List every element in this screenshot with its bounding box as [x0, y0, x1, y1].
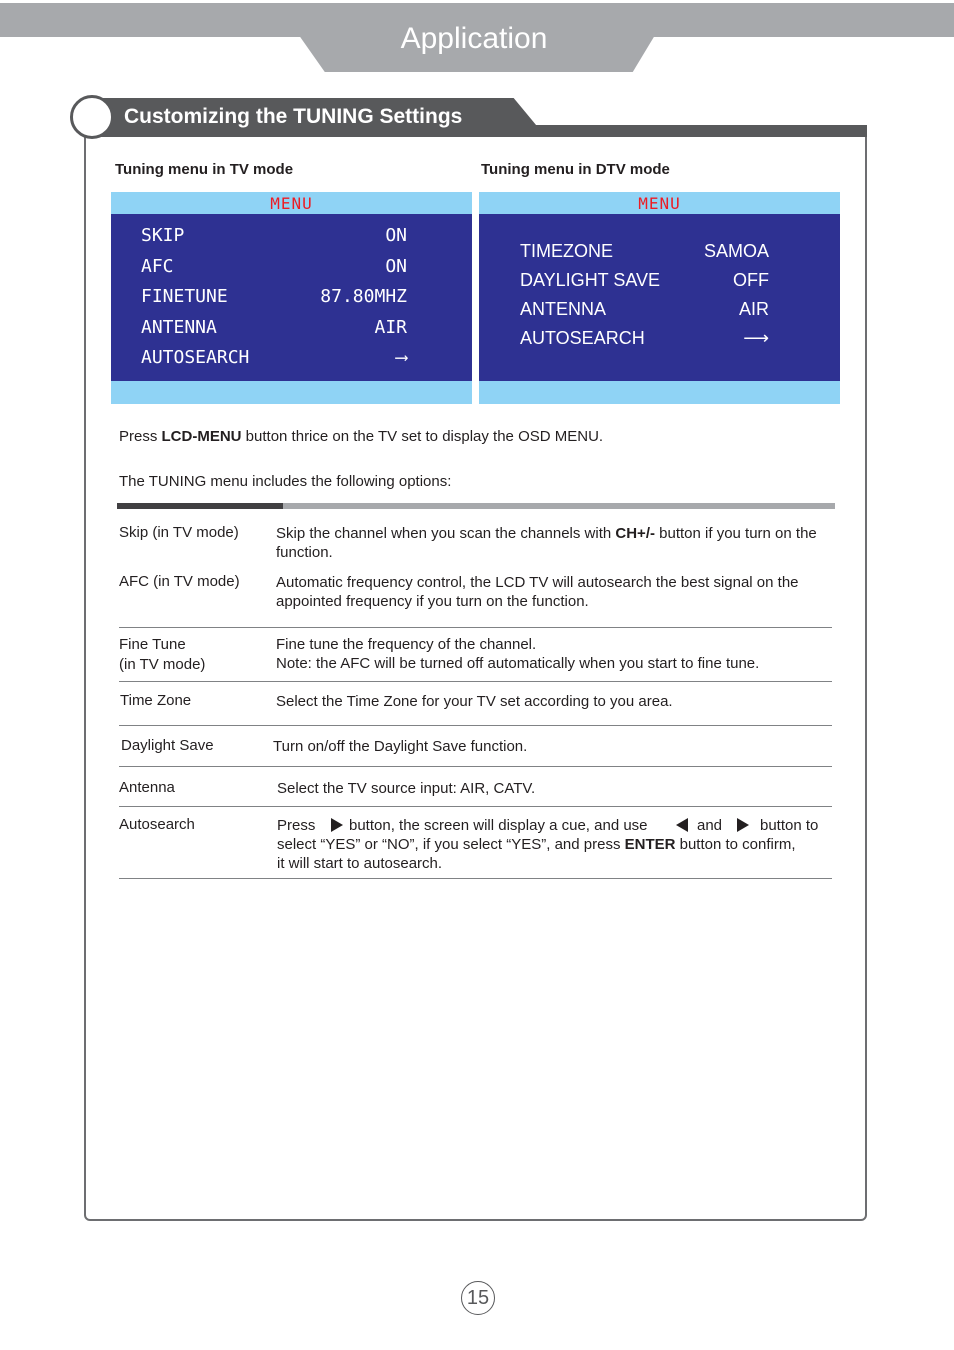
osd-value: OFF: [733, 270, 769, 290]
osd-label: ANTENNA: [141, 317, 217, 338]
osd-label: AUTOSEARCH: [520, 328, 645, 348]
option-term-afc: AFC (in TV mode): [119, 573, 240, 590]
option-desc-antenna: Select the TV source input: AIR, CATV.: [277, 780, 536, 797]
osd-label: AUTOSEARCH: [141, 347, 250, 368]
desc-line: Note: the AFC will be turned off automatically when you start to fine tune.: [276, 655, 760, 672]
options-intro: The TUNING menu includes the following options:: [119, 473, 452, 490]
osd-label: ANTENNA: [520, 299, 607, 319]
option-desc-skip: [276, 524, 834, 562]
right-arrow-icon: [737, 818, 749, 832]
option-desc-finetune: [276, 635, 836, 673]
option-desc-autosearch: [277, 816, 833, 873]
table-divider: [119, 627, 832, 628]
table-divider: [119, 681, 832, 682]
desc-line: Fine tune the frequency of the channel.: [276, 636, 537, 653]
desc-prefix: Skip the channel when you scan the channels with: [276, 525, 616, 542]
desc-word: Press: [277, 817, 316, 834]
ch-key: CH+/-: [615, 525, 655, 542]
osd-menu-body: [479, 214, 840, 381]
table-divider: [119, 766, 832, 767]
table-top-bar-light: [283, 503, 835, 509]
desc-line: it will start to autosearch.: [277, 855, 443, 872]
option-term-skip: Skip (in TV mode): [119, 524, 239, 541]
desc-line: [277, 816, 833, 835]
osd-value: 87.80MHZ: [320, 286, 407, 307]
osd-label: TIMEZONE: [520, 241, 613, 261]
option-desc-afc: Automatic frequency control, the LCD TV will autosearch the best signal on the appointed frequency if you turn on the function.: [276, 574, 799, 610]
osd-label: SKIP: [141, 225, 185, 246]
enter-key: ENTER: [624, 836, 676, 853]
osd-label: AFC: [141, 256, 174, 277]
term-line: (in TV mode): [119, 656, 206, 673]
tv-menu-caption: Tuning menu in TV mode: [115, 161, 294, 178]
osd-menu-body: [111, 214, 472, 381]
option-term-antenna: Antenna: [119, 779, 175, 796]
section-title: Customizing the TUNING Settings: [124, 105, 463, 128]
desc-line: [277, 835, 833, 854]
osd-label: FINETUNE: [141, 286, 228, 307]
desc-phrase: button, the screen will display a cue, and use: [349, 817, 648, 834]
desc-prefix: select “YES” or “NO”, if you select “YES”, and press: [277, 836, 625, 853]
osd-value: ON: [385, 225, 407, 246]
option-term-finetune: [119, 635, 205, 675]
osd-menu-heading: MENU: [270, 194, 313, 213]
tv-osd-menu: [111, 192, 472, 404]
option-term-timezone: Time Zone: [120, 692, 192, 709]
option-desc-daylight-save: Turn on/off the Daylight Save function.: [273, 738, 528, 755]
osd-value: ON: [385, 256, 407, 277]
page-title: Application: [400, 22, 548, 55]
osd-value: AIR: [738, 299, 769, 319]
page-number: 15: [461, 1281, 495, 1315]
option-term-autosearch: Autosearch: [119, 816, 195, 833]
table-divider: [119, 725, 832, 726]
instruction-prefix: Press: [119, 428, 162, 445]
term-line: Fine Tune: [119, 636, 186, 653]
table-divider: [119, 806, 832, 807]
table-top-bar-dark: [117, 503, 283, 509]
left-arrow-icon: [676, 818, 688, 832]
desc-suffix: button to confirm,: [675, 836, 796, 853]
desc-suffix: button if you turn on the function.: [276, 525, 817, 561]
arrow-right-icon: ⟶: [396, 347, 407, 368]
instruction-suffix: button thrice on the TV set to display the OSD MENU.: [241, 428, 604, 445]
option-term-daylight-save: Daylight Save: [121, 737, 214, 754]
lcd-menu-key: LCD-MENU: [161, 428, 242, 445]
arrow-right-icon: ⟶: [743, 328, 769, 348]
osd-menu-heading: MENU: [638, 194, 681, 213]
instruction-text: [119, 428, 603, 445]
desc-word: button to: [760, 817, 819, 834]
option-desc-timezone: Select the Time Zone for your TV set according to you area.: [276, 693, 673, 710]
osd-value: SAMOA: [703, 241, 769, 261]
osd-value: AIR: [374, 317, 407, 338]
right-arrow-icon: [331, 818, 343, 832]
osd-label: DAYLIGHT SAVE: [520, 270, 661, 290]
table-divider: [119, 878, 832, 879]
desc-word: and: [697, 817, 723, 834]
dtv-menu-caption: Tuning menu in DTV mode: [481, 161, 670, 178]
section-bullet-icon: [70, 95, 114, 139]
dtv-osd-menu: [479, 192, 840, 404]
